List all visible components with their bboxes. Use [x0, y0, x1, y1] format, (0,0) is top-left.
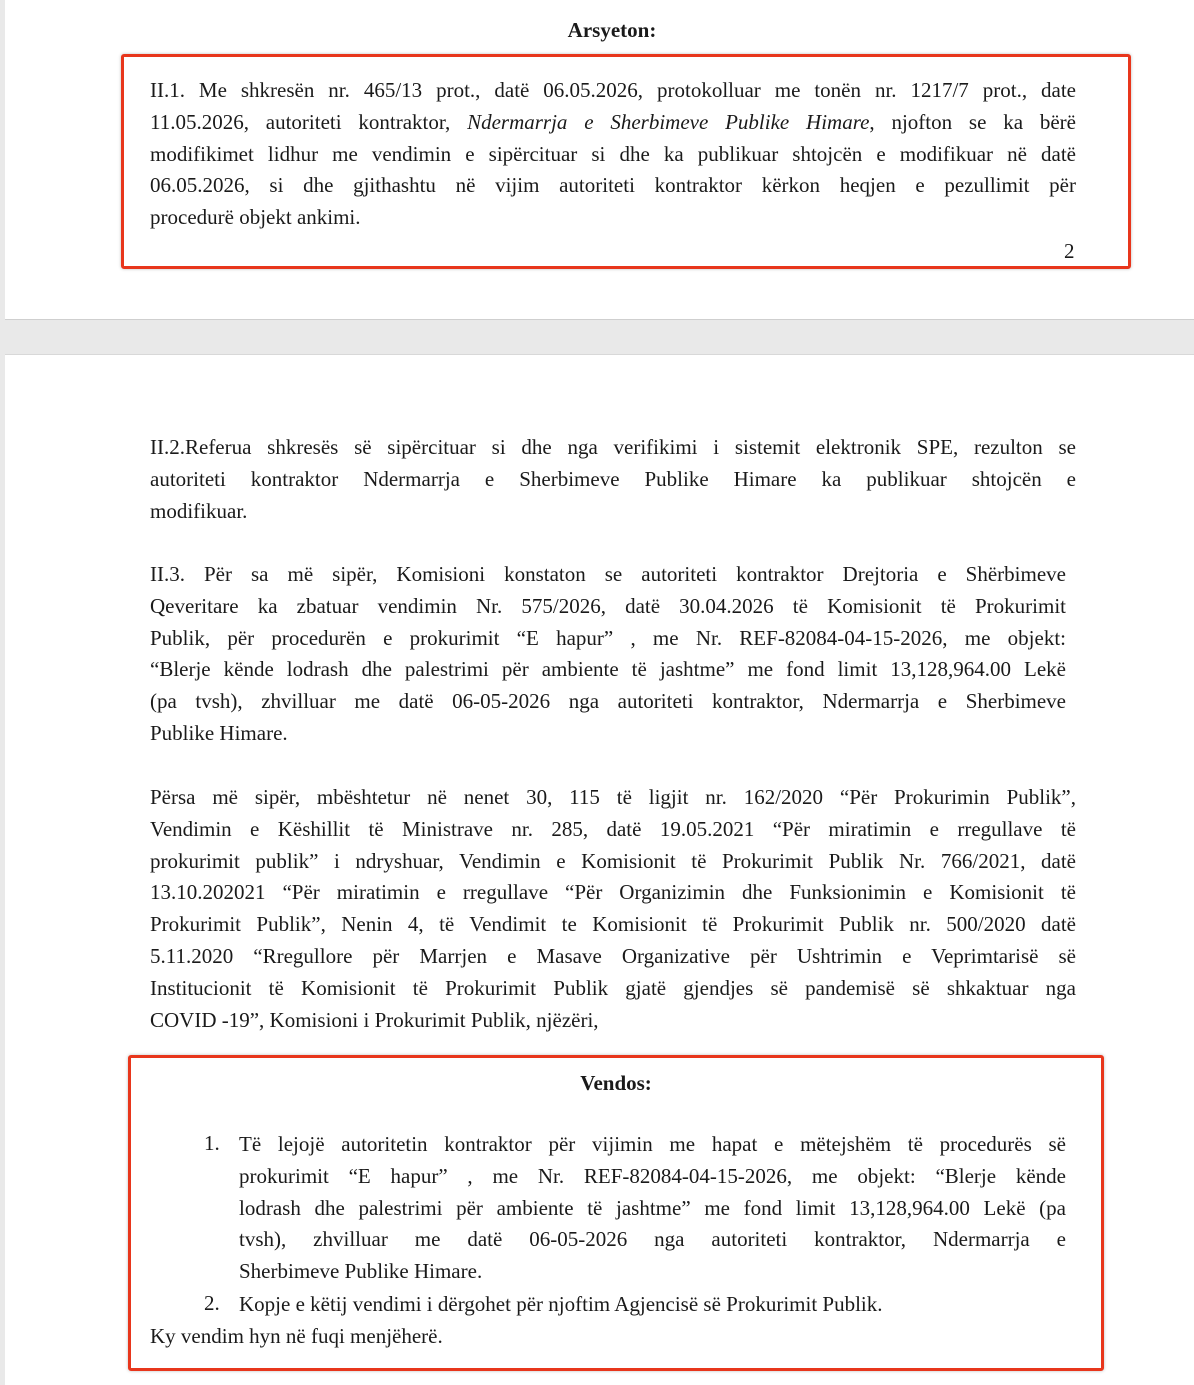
- text-line: Kopje e këtij vendimi i dërgohet për njoftim Agjencisë së Prokurimit Publik.: [239, 1292, 883, 1316]
- text-line: Të lejojë autoritetin kontraktor për vijimin me hapat e mëtejshëm të procedurës së: [239, 1132, 1066, 1156]
- text-line: (pa tvsh), zhvilluar me datë 06-05-2026 nga autoriteti kontraktor, Ndermarrja e Sherbimeve: [150, 689, 1066, 714]
- section-heading-vendos: Vendos:: [580, 1071, 652, 1095]
- text-line: prokurimit “E hapur” , me Nr. REF-82084-04-15-2026, me objekt: “Blerje kënde: [239, 1163, 1066, 1188]
- document-page-2: [5, 354, 1194, 1385]
- section-heading-arsyeton: Arsyeton:: [567, 18, 657, 42]
- text-line: Vendimin e Këshillit të Ministrave nr. 285, datë 19.05.2021 “Për miratimin e rregullave të: [150, 816, 1076, 841]
- text-line: Institucionit të Komisionit të Prokurimit Publik gjatë gjendjes së pandemisë së shkaktuar nga: [150, 975, 1076, 1000]
- text-line: Qeveritare ka zbatuar vendimin Nr. 575/2026, datë 30.04.2026 të Komisionit të Prokurimit: [150, 593, 1066, 618]
- text-line: tvsh), zhvilluar me datë 06-05-2026 nga autoriteti kontraktor, Ndermarrja e: [239, 1227, 1066, 1252]
- text-line: II.1. Me shkresën nr. 465/13 prot., datë 06.05.2026, protokolluar me tonën nr. 1217/7 prot., date: [150, 78, 1076, 102]
- document-page-1: [5, 0, 1194, 320]
- text-line: Prokurimit Publik”, Nenin 4, të Vendimit te Komisionit të Prokurimit Publik nr. 500/2020 datë: [150, 912, 1076, 937]
- text-line: II.3. Për sa më sipër, Komisioni konstaton se autoriteti kontraktor Drejtoria e Shërbimeve: [150, 562, 1066, 586]
- paragraph-ii2: [150, 432, 1076, 527]
- text-line: procedurë objekt ankimi.: [150, 205, 361, 230]
- text-line: II.2.Referua shkresës së sipërcituar si dhe nga verifikimi i sistemit elektronik SPE, rezulton se: [150, 435, 1076, 459]
- paragraph-ii3: [150, 559, 1066, 750]
- decision-item-2: [239, 1289, 1066, 1321]
- closing-statement: [150, 1321, 1076, 1353]
- text-line: 06.05.2026, si dhe gjithashtu në vijim autoriteti kontraktor kërkon heqjen e pezullimit për: [150, 173, 1076, 198]
- text-line: COVID -19”, Komisioni i Prokurimit Publik, njëzëri,: [150, 1007, 599, 1032]
- decision-item-1: [239, 1129, 1066, 1288]
- paragraph-legal-basis: [150, 782, 1076, 1036]
- page-number: 2: [1064, 239, 1075, 263]
- text-line: Publik, për procedurën e prokurimit “E hapur” , me Nr. REF-82084-04-15-2026, me objekt:: [150, 625, 1066, 650]
- list-item-number-2: 2.: [204, 1291, 220, 1315]
- list-item-number-1: 1.: [204, 1131, 220, 1155]
- text-line: Përsa më sipër, mbështetur në nenet 30, 115 të ligjit nr. 162/2020 “Për Prokurimin Publik”,: [150, 785, 1076, 809]
- text-line: Sherbimeve Publike Himare.: [239, 1259, 483, 1284]
- text-line: autoriteti kontraktor Ndermarrja e Sherbimeve Publike Himare ka publikuar shtojcën e: [150, 466, 1076, 491]
- contracting-authority-name: Ndermarrja e Sherbimeve Publike Himare: [467, 109, 870, 134]
- text-line: modifikuar.: [150, 498, 248, 523]
- text-line: Publike Himare.: [150, 720, 288, 745]
- text-line: 11.05.2026, autoriteti kontraktor, Ndermarrja e Sherbimeve Publike Himare, njofton se ka bërë: [150, 109, 1076, 134]
- text-line: 13.10.202021 “Për miratimin e rregullave “Për Organizimin dhe Funksionimin e Komisionit të: [150, 880, 1076, 905]
- text-line: lodrash dhe palestrimi për ambiente të jashtme” me fond limit 13,128,964.00 Lekë (pa: [239, 1195, 1066, 1220]
- text-line: 5.11.2020 “Rregullore për Marrjen e Masave Organizative për Ushtrimin e Veprimtarisë së: [150, 943, 1076, 968]
- text-line: prokurimit publik” i ndryshuar, Vendimin e Komisionit të Prokurimit Publik Nr. 766/2021, datë: [150, 848, 1076, 873]
- text-line: Ky vendim hyn në fuqi menjëherë.: [150, 1324, 443, 1348]
- text-line: modifikimet lidhur me vendimin e sipërcituar si dhe ka publikuar shtojcën e modifikuar në datë: [150, 141, 1076, 166]
- paragraph-ii1: [150, 75, 1076, 234]
- text-line: “Blerje kënde lodrash dhe palestrimi për ambiente të jashtme” me fond limit 13,128,964.00 Lekë: [150, 657, 1066, 682]
